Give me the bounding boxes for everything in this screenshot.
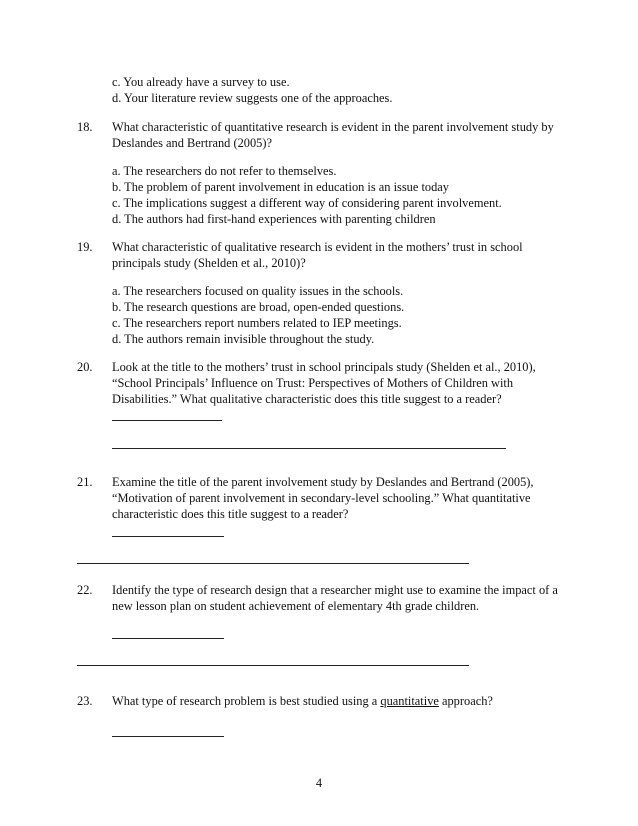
question-18-option-c: c. The implications suggest a different way of considering parent involvement. [112, 196, 502, 210]
question-22-answer-blank-long [77, 665, 469, 666]
question-19-option-b: b. The research questions are broad, open-ended questions. [112, 300, 405, 314]
question-20-text-3: Disabilities.” What qualitative characteristic does this title suggest to a reader? [112, 392, 502, 406]
option-c-continued: c. You already have a survey to use. [112, 75, 290, 89]
question-22-text-2: new lesson plan on student achievement of elementary 4th grade children. [112, 599, 480, 613]
question-23-number: 23. [77, 694, 93, 708]
question-22-text-1: Identify the type of research design that a researcher might use to examine the impact of a [112, 583, 558, 597]
question-23-answer-blank [112, 736, 224, 737]
question-21-text-3: characteristic does this title suggest to a reader? [112, 507, 349, 521]
question-21-text-1: Examine the title of the parent involvement study by Deslandes and Bertrand (2005), [112, 475, 534, 489]
question-20-text-1: Look at the title to the mothers’ trust in school principals study (Shelden et al., 2010), [112, 360, 536, 374]
question-20-answer-blank-short [112, 420, 222, 421]
question-21-text-2: “Motivation of parent involvement in secondary-level schooling.” What quantitative [112, 491, 531, 505]
question-23-text-before: What type of research problem is best studied using a [112, 694, 381, 708]
question-22-number: 22. [77, 583, 93, 597]
question-21-number: 21. [77, 475, 93, 489]
question-21-answer-blank-short [112, 536, 224, 537]
question-19-number: 19. [77, 240, 93, 254]
question-18-option-b: b. The problem of parent involvement in education is an issue today [112, 180, 449, 194]
question-21-answer-blank-long [77, 563, 469, 564]
question-23-underlined-word: quantitative [380, 694, 439, 708]
question-18-text-2: Deslandes and Bertrand (2005)? [112, 136, 272, 150]
page-number: 4 [315, 776, 323, 790]
question-19-text-1: What characteristic of qualitative research is evident in the mothers’ trust in school [112, 240, 523, 254]
question-18-number: 18. [77, 120, 93, 134]
question-18-text-1: What characteristic of quantitative research is evident in the parent involvement study by [112, 120, 554, 134]
question-23-text [112, 694, 493, 709]
question-20-number: 20. [77, 360, 93, 374]
question-20-text-2: “School Principals’ Influence on Trust: Perspectives of Mothers of Children with [112, 376, 514, 390]
option-d-continued: d. Your literature review suggests one of the approaches. [112, 91, 393, 105]
question-19-text-2: principals study (Shelden et al., 2010)? [112, 256, 306, 270]
question-19-option-d: d. The authors remain invisible throughout the study. [112, 332, 375, 346]
question-23-text-after: approach? [438, 694, 493, 708]
question-20-answer-blank-long [112, 448, 506, 449]
question-22-answer-blank-short [112, 638, 224, 639]
question-19-option-a: a. The researchers focused on quality issues in the schools. [112, 284, 404, 298]
question-18-option-a: a. The researchers do not refer to themselves. [112, 164, 337, 178]
question-19-option-c: c. The researchers report numbers related to IEP meetings. [112, 316, 402, 330]
question-18-option-d: d. The authors had first-hand experiences with parenting children [112, 212, 436, 226]
